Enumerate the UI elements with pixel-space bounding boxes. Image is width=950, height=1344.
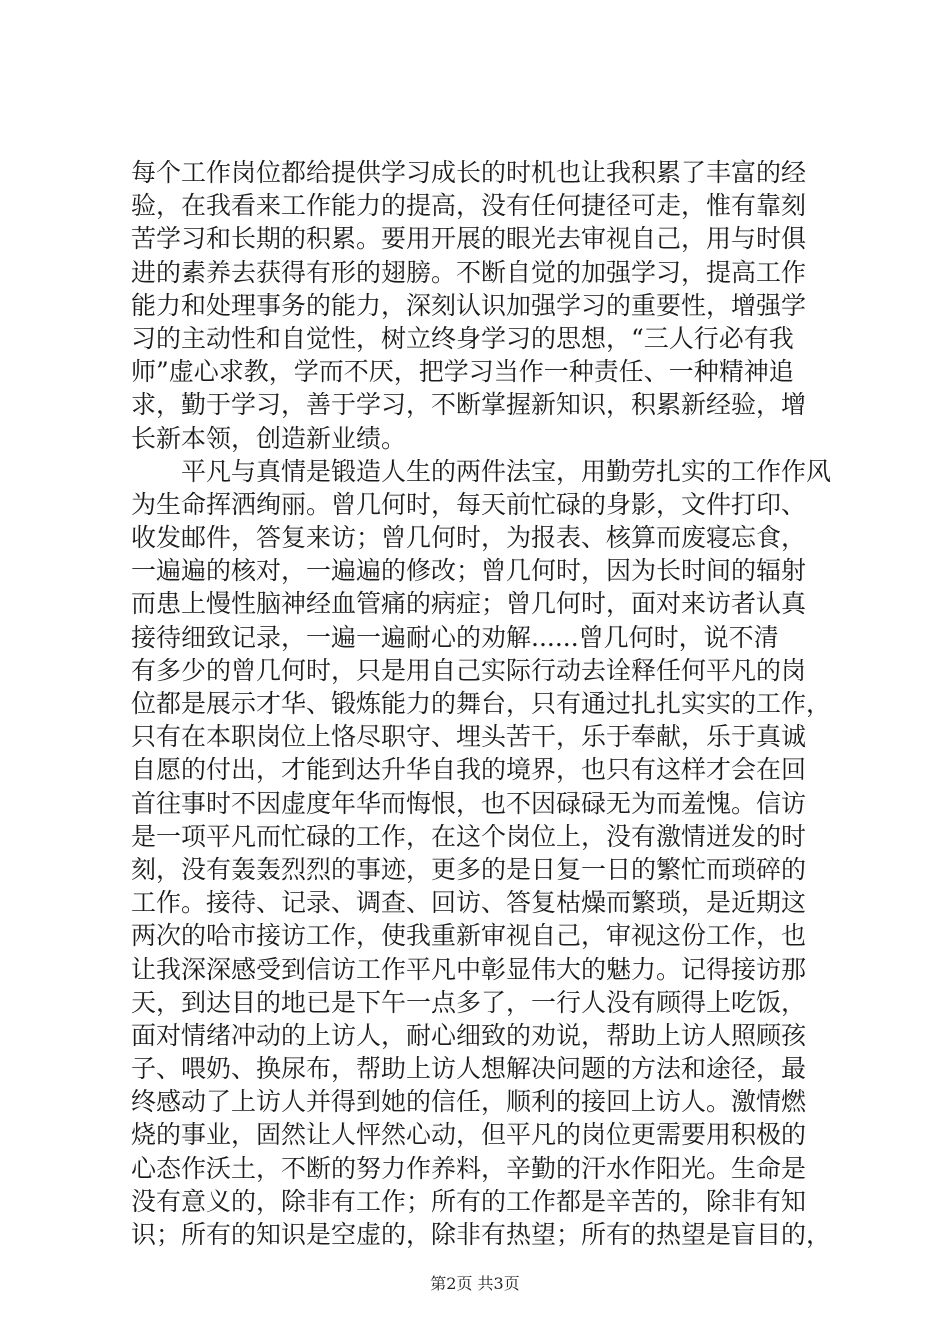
text-line: 师”虚心求教，学而不厌，把学习当作一种责任、一种精神追 (131, 357, 794, 387)
document-body (131, 156, 845, 1251)
text-line: 心态作沃土，不断的努力作养料，辛勤的汗水作阳光。生命是 (131, 1153, 807, 1183)
text-line: 天，到达目的地已是下午一点多了，一行人没有顾得上吃饭， (131, 987, 807, 1017)
text-line: 习的主动性和自觉性，树立终身学习的思想，“三人行必有我 (131, 323, 794, 353)
text-line: 一遍遍的核对，一遍遍的修改；曾几何时，因为长时间的辐射 (131, 556, 807, 586)
text-line: 终感动了上访人并得到她的信任，顺利的接回上访人。激情燃 (131, 1087, 807, 1117)
text-line: 苦学习和长期的积累。要用开展的眼光去审视自己，用与时俱 (131, 224, 807, 254)
text-line: 烧的事业，固然让人怦然心动，但平凡的岗位更需要用积极的 (131, 1120, 807, 1150)
text-line: 为生命挥洒绚丽。曾几何时，每天前忙碌的身影，文件打印、 (131, 489, 807, 519)
text-line: 收发邮件，答复来访；曾几何时，为报表、核算而废寝忘食， (131, 523, 807, 553)
text-line: 平凡与真情是锻造人生的两件法宝，用勤劳扎实的工作作风 (131, 456, 832, 486)
text-line: 验，在我看来工作能力的提高，没有任何捷径可走，惟有靠刻 (131, 191, 807, 221)
text-line: 没有意义的，除非有工作；所有的工作都是辛苦的，除非有知 (131, 1186, 807, 1216)
text-line: 位都是展示才华、锻炼能力的舞台，只有通过扎扎实实的工作， (131, 689, 832, 718)
text-line: 而患上慢性脑神经血管痛的病症；曾几何时，面对来访者认真 (131, 589, 807, 619)
text-line: 求，勤于学习，善于学习，不断掌握新知识，积累新经验，增 (131, 390, 807, 420)
text-line: 面对情绪冲动的上访人，耐心细致的劝说，帮助上访人照顾孩 (131, 1020, 807, 1050)
text-line: 子、喂奶、换尿布，帮助上访人想解决问题的方法和途径，最 (131, 1054, 807, 1084)
text-line: 让我深深感受到信访工作平凡中彰显伟大的魅力。记得接访那 (131, 954, 807, 984)
text-line: 自愿的付出，才能到达升华自我的境界，也只有这样才会在回 (131, 755, 807, 785)
text-line: 识；所有的知识是空虚的，除非有热望；所有的热望是盲目的， (131, 1220, 832, 1249)
text-line: 有多少的曾几何时，只是用自己实际行动去诠释任何平凡的岗 (131, 655, 807, 685)
text-line: 能力和处理事务的能力，深刻认识加强学习的重要性，增强学 (131, 290, 807, 320)
text-line: 只有在本职岗位上恪尽职守、埋头苦干，乐于奉献，乐于真诚 (131, 722, 807, 752)
text-line: 两次的哈市接访工作，使我重新审视自己，审视这份工作，也 (131, 921, 807, 951)
text-line: 刻，没有轰轰烈烈的事迹，更多的是日复一日的繁忙而琐碎的 (131, 854, 807, 884)
text-line: 是一项平凡而忙碌的工作，在这个岗位上，没有激情迸发的时 (131, 821, 807, 851)
page-footer: 第2页 共3页 (430, 1274, 520, 1293)
text-line: 首往事时不因虚度年华而悔恨，也不因碌碌无为而羞愧。信访 (131, 788, 807, 818)
text-line: 工作。接待、记录、调查、回访、答复枯燥而繁琐，是近期这 (131, 888, 807, 918)
text-line: 进的素养去获得有形的翅膀。不断自觉的加强学习，提高工作 (131, 257, 807, 287)
text-line: 长新本领，创造新业绩。 (131, 423, 407, 453)
text-line: 接待细致记录，一遍一遍耐心的劝解......曾几何时，说不清 (131, 622, 779, 652)
text-line: 每个工作岗位都给提供学习成长的时机也让我积累了丰富的经 (131, 158, 807, 187)
